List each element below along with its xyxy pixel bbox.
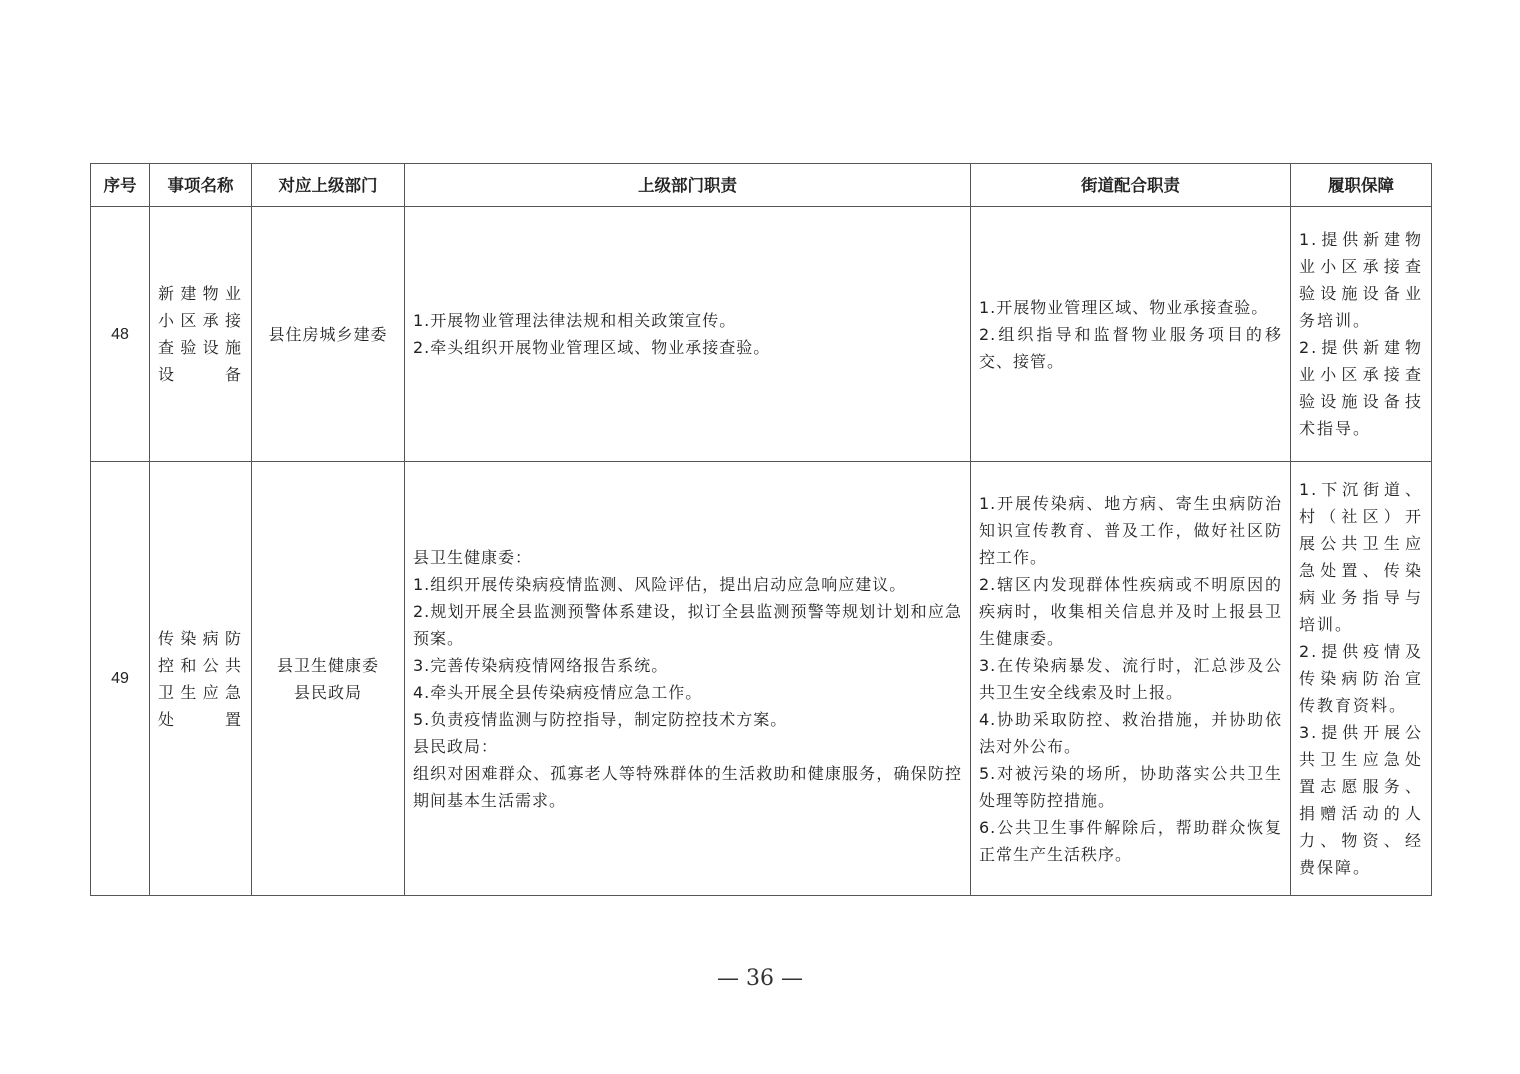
department-line: 县住房城乡建委: [268, 324, 388, 344]
row-seq: 48: [91, 207, 150, 462]
upper-duty-line: 县民政局：: [413, 736, 499, 756]
header-street-duty: 街道配合职责: [971, 164, 1291, 207]
header-dept: 对应上级部门: [252, 164, 405, 207]
guarantee-line: 1.提供新建物业小区承接查验设施设备业务培训。: [1299, 230, 1423, 330]
upper-duty-line: 1.组织开展传染病疫情监测、风险评估，提出启动应急响应建议。: [413, 574, 907, 594]
table-row: [91, 207, 1432, 462]
header-guarantee: 履职保障: [1291, 164, 1432, 207]
duty-table: [90, 163, 1432, 896]
page-number: — 36 —: [717, 966, 803, 991]
street-duty-line: 6.公共卫生事件解除后，帮助群众恢复正常生产生活秩序。: [979, 817, 1282, 864]
row-guarantee: [1291, 207, 1432, 462]
guarantee-line: 3.提供开展公共卫生应急处置志愿服务、捐赠活动的人力、物资、经费保障。: [1299, 723, 1423, 877]
table-header-row: [91, 164, 1432, 207]
row-department: [252, 462, 405, 896]
guarantee-line: 1.下沉街道、村（社区）开展公共卫生应急处置、传染病业务指导与培训。: [1299, 480, 1423, 634]
upper-duty-line: 2.牵头组织开展物业管理区域、物业承接查验。: [413, 338, 771, 357]
row-street-duty: [971, 207, 1291, 462]
header-upper-duty: 上级部门职责: [405, 164, 971, 207]
street-duty-line: 5.对被污染的场所，协助落实公共卫生处理等防控措施。: [979, 763, 1282, 810]
department-line: 县民政局: [293, 682, 362, 702]
header-name: 事项名称: [150, 164, 252, 207]
upper-duty-line: 5.负责疫情监测与防控指导，制定防控技术方案。: [413, 709, 788, 729]
upper-duty-line: 4.牵头开展全县传染病疫情应急工作。: [413, 682, 703, 702]
department-line: 县卫生健康委: [276, 655, 379, 675]
row-item-name: 新建物业小区承接查验设施设备: [150, 207, 252, 462]
row-street-duty: [971, 462, 1291, 896]
row-guarantee: [1291, 462, 1432, 896]
upper-duty-line: 2.规划开展全县监测预警体系建设，拟订全县监测预警等规划计划和应急预案。: [413, 601, 962, 648]
row-department: [252, 207, 405, 462]
upper-duty-line: 组织对困难群众、孤寡老人等特殊群体的生活救助和健康服务，确保防控期间基本生活需求。: [413, 763, 962, 810]
guarantee-line: 2.提供疫情及传染病防治宣传教育资料。: [1299, 642, 1423, 715]
upper-duty-line: 县卫生健康委：: [413, 547, 533, 567]
street-duty-line: 3.在传染病暴发、流行时，汇总涉及公共卫生安全线索及时上报。: [979, 655, 1282, 702]
guarantee-line: 2.提供新建物业小区承接查验设施设备技术指导。: [1299, 338, 1423, 438]
street-duty-line: 1.开展传染病、地方病、寄生虫病防治知识宣传教育、普及工作，做好社区防控工作。: [979, 493, 1282, 567]
street-duty-line: 1.开展物业管理区域、物业承接查验。: [979, 297, 1269, 317]
upper-duty-line: 1.开展物业管理法律法规和相关政策宣传。: [413, 311, 737, 330]
street-duty-line: 4.协助采取防控、救治措施，并协助依法对外公布。: [979, 709, 1282, 756]
header-seq: 序号: [91, 164, 150, 207]
street-duty-line: 2.组织指导和监督物业服务项目的移交、接管。: [979, 324, 1282, 371]
street-duty-line: 2.辖区内发现群体性疾病或不明原因的疾病时，收集相关信息并及时上报县卫生健康委。: [979, 574, 1282, 648]
row-upper-duty: [405, 462, 971, 896]
upper-duty-line: 3.完善传染病疫情网络报告系统。: [413, 655, 669, 675]
row-upper-duty: [405, 207, 971, 462]
row-seq: 49: [91, 462, 150, 896]
row-item-name: 传染病防控和公共卫生应急处置: [150, 462, 252, 896]
table-row: [91, 462, 1432, 896]
